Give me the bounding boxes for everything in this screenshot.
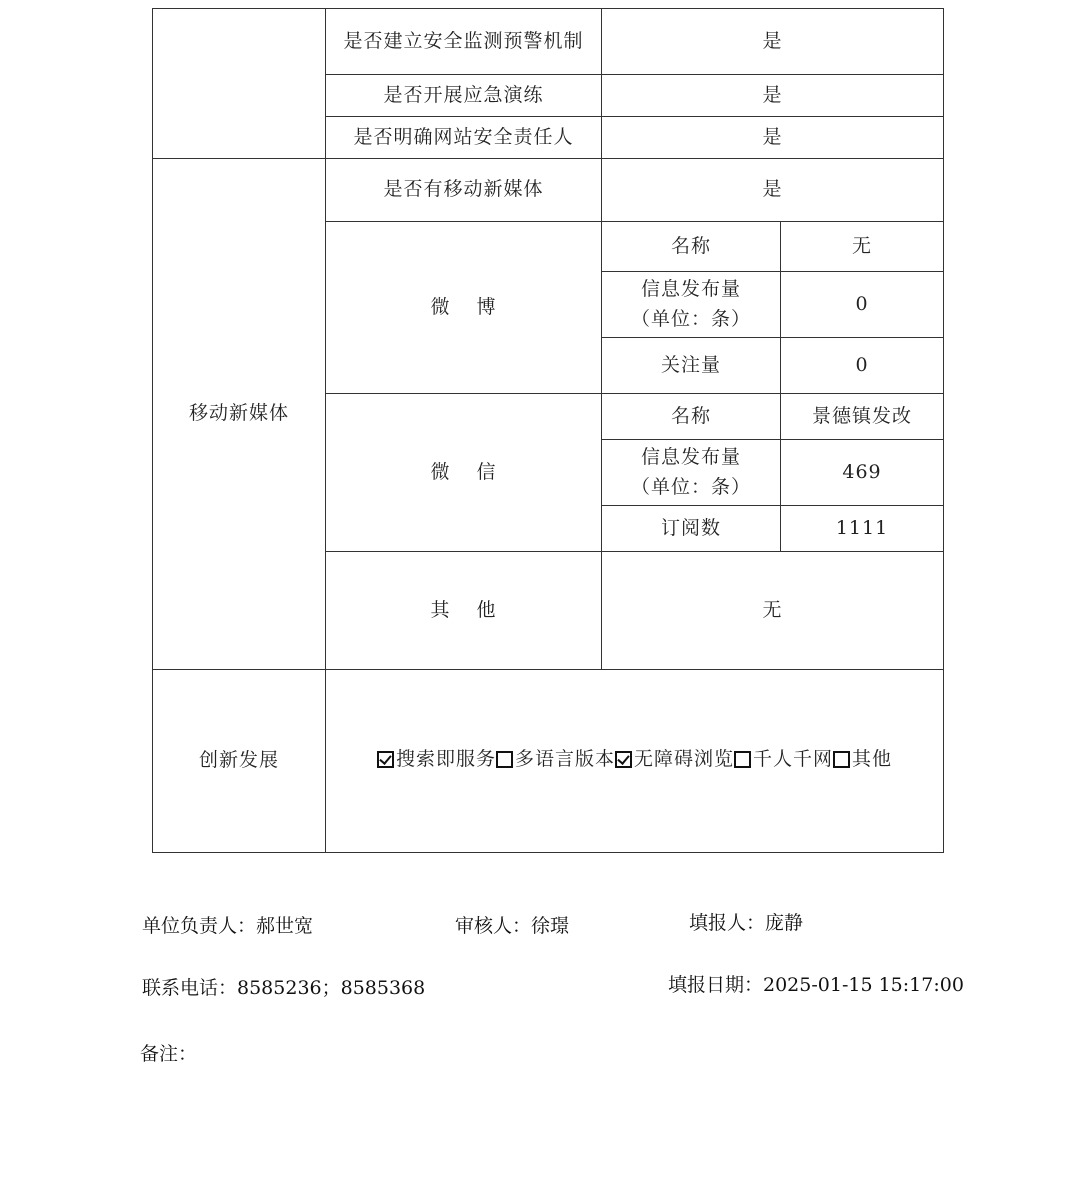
innovation-options (326, 670, 944, 853)
has-mobile-label: 是否有移动新媒体 (326, 159, 602, 222)
other-media-label: 其 他 (326, 552, 602, 670)
wechat-name-label: 名称 (602, 394, 781, 440)
mobile-section-label: 移动新媒体 (153, 159, 326, 670)
drill-label: 是否开展应急演练 (326, 75, 602, 117)
weibo-follow-value: 0 (781, 338, 944, 394)
other-media-value: 无 (602, 552, 944, 670)
has-mobile-value: 是 (602, 159, 944, 222)
weibo-count-value: 0 (781, 272, 944, 338)
fill-date: 填报日期：2025-01-15 15:17:00 (668, 974, 964, 996)
wechat-label: 微 信 (326, 394, 602, 552)
row-innovation (153, 670, 944, 853)
security-section-cell (153, 9, 326, 159)
option-other[interactable]: 其他 (833, 745, 892, 774)
checkbox-other[interactable] (833, 751, 850, 768)
unit-head: 单位负责人：郝世宽 (142, 915, 314, 937)
wechat-count-label: 信息发布量 （单位：条） (602, 440, 781, 506)
row-monitor (153, 9, 944, 75)
responsible-label: 是否明确网站安全责任人 (326, 117, 602, 159)
weibo-name-value: 无 (781, 222, 944, 272)
checkbox-accessibility[interactable] (615, 751, 632, 768)
option-accessibility[interactable]: 无障碍浏览 (615, 745, 734, 774)
row-has-mobile (153, 159, 944, 222)
wechat-sub-label: 订阅数 (602, 506, 781, 552)
wechat-sub-value: 1111 (781, 506, 944, 552)
option-personalized[interactable]: 千人千网 (734, 745, 833, 774)
filler: 填报人：庞静 (689, 912, 804, 934)
checkbox-search-service[interactable] (377, 751, 394, 768)
wechat-count-value: 469 (781, 440, 944, 506)
report-table (152, 8, 944, 853)
innovation-label: 创新发展 (153, 670, 326, 853)
contact-phone: 联系电话：8585236；8585368 (142, 977, 426, 999)
option-search-service[interactable]: 搜索即服务 (377, 745, 496, 774)
checkbox-personalized[interactable] (734, 751, 751, 768)
drill-value: 是 (602, 75, 944, 117)
monitor-label: 是否建立安全监测预警机制 (326, 9, 602, 75)
wechat-name-value: 景德镇发改 (781, 394, 944, 440)
responsible-value: 是 (602, 117, 944, 159)
checkbox-multilingual[interactable] (496, 751, 513, 768)
reviewer: 审核人：徐璟 (455, 915, 570, 937)
weibo-label: 微 博 (326, 222, 602, 394)
weibo-count-label: 信息发布量 （单位：条） (602, 272, 781, 338)
weibo-name-label: 名称 (602, 222, 781, 272)
monitor-value: 是 (602, 9, 944, 75)
option-multilingual[interactable]: 多语言版本 (496, 745, 615, 774)
note-label: 备注： (140, 1043, 198, 1065)
weibo-follow-label: 关注量 (602, 338, 781, 394)
